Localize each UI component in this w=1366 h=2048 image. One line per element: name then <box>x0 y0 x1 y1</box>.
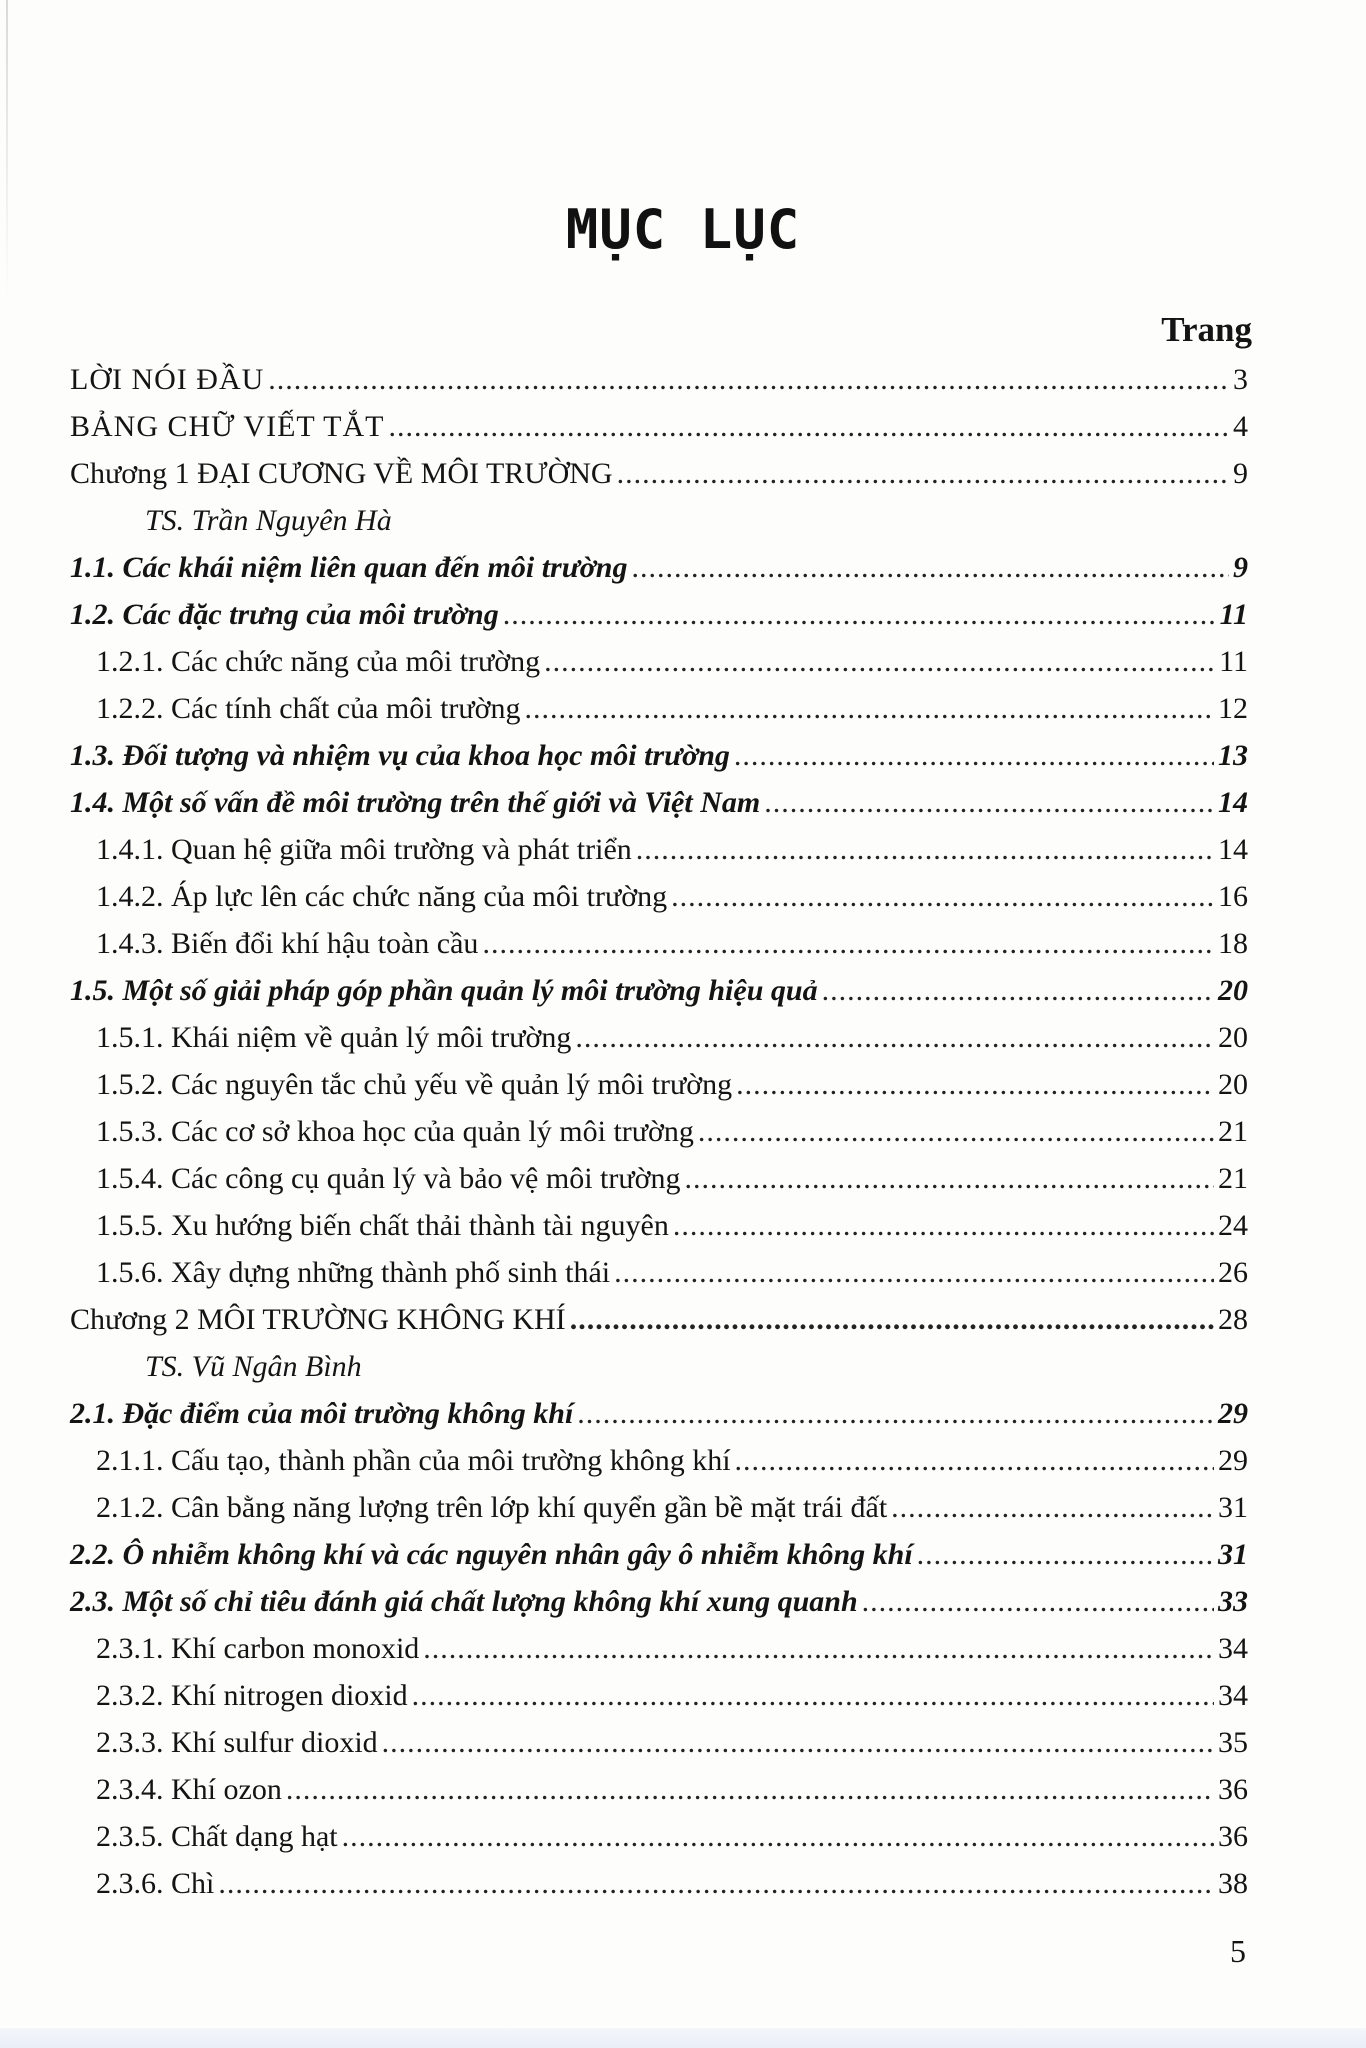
toc-entry-label: Chương 2 MÔI TRƯỜNG KHÔNG KHÍ <box>70 1303 566 1336</box>
toc-entry-label: 2.3. Một số chỉ tiêu đánh giá chất lượng không khí xung quanh <box>70 1585 858 1618</box>
toc-subsection <box>70 927 1248 974</box>
toc-entry-label: Chương 1 ĐẠI CƯƠNG VỀ MÔI TRƯỜNG <box>70 457 613 490</box>
dot-leader <box>218 1867 1214 1901</box>
toc-entry-page: 4 <box>1233 410 1248 443</box>
toc-entry-page: 16 <box>1218 880 1248 913</box>
toc-subsection <box>70 1773 1248 1820</box>
toc-subsection <box>70 1256 1248 1303</box>
toc-entry-page: 21 <box>1218 1162 1248 1195</box>
toc-entry-page: 31 <box>1218 1491 1248 1524</box>
toc-entry-page: 20 <box>1218 1068 1248 1101</box>
toc-section <box>70 1538 1248 1585</box>
toc-entry-label: 2.3.6. Chì <box>96 1867 215 1900</box>
toc-entry <box>70 363 1248 410</box>
dot-leader <box>734 739 1214 773</box>
toc-entry-page: 28 <box>1218 1303 1248 1336</box>
dot-leader <box>286 1773 1214 1807</box>
toc-author <box>70 1350 1248 1397</box>
dot-leader <box>671 880 1214 914</box>
toc-entry-label: 1.2.1. Các chức năng của môi trường <box>96 645 541 678</box>
toc-entry-page: 9 <box>1233 551 1248 584</box>
toc-entry-label: 2.3.5. Chất dạng hạt <box>96 1820 338 1853</box>
dot-leader <box>764 786 1214 820</box>
dot-leader <box>388 410 1229 444</box>
toc-entry-page: 20 <box>1218 1021 1248 1054</box>
toc-entry-label: 1.4.1. Quan hệ giữa môi trường và phát triển <box>96 833 632 866</box>
dot-leader <box>575 1021 1214 1055</box>
dot-leader <box>673 1209 1214 1243</box>
scan-bottom-edge <box>0 2028 1366 2048</box>
toc-subsection <box>70 692 1248 739</box>
toc-subsection <box>70 1726 1248 1773</box>
toc-entry-label: 1.1. Các khái niệm liên quan đến môi trường <box>70 551 628 584</box>
toc-section <box>70 1397 1248 1444</box>
author-name: TS. Vũ Ngân Bình <box>145 1350 362 1383</box>
toc-entry-page: 9 <box>1233 457 1248 490</box>
dot-leader <box>617 457 1229 491</box>
toc-author <box>70 504 1248 551</box>
toc-entry-label: 2.3.2. Khí nitrogen dioxid <box>96 1679 408 1712</box>
toc-subsection <box>70 1867 1248 1914</box>
toc-section <box>70 598 1248 645</box>
toc-entry-page: 29 <box>1218 1444 1248 1477</box>
dot-leader <box>614 1256 1214 1290</box>
toc-section <box>70 551 1248 598</box>
toc-chapter <box>70 457 1248 504</box>
toc-entry-page: 11 <box>1219 598 1248 631</box>
toc-entry-label: LỜI NÓI ĐẦU <box>70 363 265 396</box>
dot-leader <box>862 1585 1214 1619</box>
dot-leader <box>735 1444 1214 1478</box>
table-of-contents <box>70 363 1248 1914</box>
dot-leader <box>382 1726 1214 1760</box>
dot-leader <box>544 645 1215 679</box>
toc-entry-page: 14 <box>1218 786 1248 819</box>
toc-entry-page: 35 <box>1218 1726 1248 1759</box>
dot-leader <box>698 1115 1214 1149</box>
toc-entry-label: 2.1.2. Cân bằng năng lượng trên lớp khí quyển gần bề mặt trái đất <box>96 1491 888 1524</box>
dot-leader <box>917 1538 1214 1572</box>
toc-entry-label: 1.5.2. Các nguyên tắc chủ yếu về quản lý môi trường <box>96 1068 733 1101</box>
toc-entry-page: 36 <box>1218 1773 1248 1806</box>
dot-leader <box>736 1068 1214 1102</box>
toc-section <box>70 974 1248 1021</box>
toc-entry-page: 24 <box>1218 1209 1248 1242</box>
toc-subsection <box>70 1115 1248 1162</box>
dot-leader <box>577 1397 1214 1431</box>
toc-subsection <box>70 1491 1248 1538</box>
toc-entry-page: 38 <box>1218 1867 1248 1900</box>
toc-entry-page: 20 <box>1218 974 1248 1007</box>
toc-entry-page: 33 <box>1218 1585 1248 1618</box>
toc-entry-page: 34 <box>1218 1632 1248 1665</box>
toc-subsection <box>70 1632 1248 1679</box>
toc-entry-page: 26 <box>1218 1256 1248 1289</box>
toc-subsection <box>70 1068 1248 1115</box>
toc-entry-label: 1.2.2. Các tính chất của môi trường <box>96 692 521 725</box>
author-name: TS. Trần Nguyên Hà <box>145 504 392 537</box>
toc-subsection <box>70 1209 1248 1256</box>
toc-entry-page: 31 <box>1218 1538 1248 1571</box>
toc-section <box>70 786 1248 833</box>
dot-leader <box>685 1162 1215 1196</box>
toc-entry-label: 1.5.4. Các công cụ quản lý và bảo vệ môi trường <box>96 1162 681 1195</box>
toc-entry-label: 2.2. Ô nhiễm không khí và các nguyên nhân gây ô nhiễm không khí <box>70 1538 913 1571</box>
toc-entry-label: 1.2. Các đặc trưng của môi trường <box>70 598 499 631</box>
toc-entry-page: 11 <box>1219 645 1248 678</box>
toc-title: MỤC LỤC <box>565 198 801 261</box>
toc-entry-page: 14 <box>1218 833 1248 866</box>
toc-entry-label: 1.4. Một số vấn đề môi trường trên thế giới và Việt Nam <box>70 786 761 819</box>
toc-chapter <box>70 1303 1248 1350</box>
toc-entry-label: 1.5.6. Xây dựng những thành phố sinh thái <box>96 1256 611 1289</box>
toc-subsection <box>70 1444 1248 1491</box>
dot-leader <box>503 598 1216 632</box>
toc-subsection <box>70 880 1248 927</box>
toc-entry-page: 18 <box>1218 927 1248 960</box>
toc-entry-label: 1.4.3. Biến đổi khí hậu toàn cầu <box>96 927 479 960</box>
toc-entry-page: 12 <box>1218 692 1248 725</box>
dot-leader <box>423 1632 1214 1666</box>
page-number: 5 <box>1230 1933 1246 1969</box>
dot-leader <box>412 1679 1214 1713</box>
toc-entry-label: 2.1.1. Cấu tạo, thành phần của môi trường không khí <box>96 1444 731 1477</box>
toc-entry-label: 1.5. Một số giải pháp góp phần quản lý môi trường hiệu quả <box>70 974 818 1007</box>
toc-entry-page: 13 <box>1218 739 1248 772</box>
toc-subsection <box>70 1021 1248 1068</box>
toc-entry-label: 2.3.4. Khí ozon <box>96 1773 282 1806</box>
page-column-label: Trang <box>1161 310 1252 349</box>
toc-entry-page: 36 <box>1218 1820 1248 1853</box>
toc-entry-page: 3 <box>1233 363 1248 396</box>
toc-subsection <box>70 833 1248 880</box>
toc-entry-label: 2.3.3. Khí sulfur dioxid <box>96 1726 378 1759</box>
toc-entry-label: 1.5.1. Khái niệm về quản lý môi trường <box>96 1021 572 1054</box>
toc-subsection <box>70 1162 1248 1209</box>
toc-section <box>70 1585 1248 1632</box>
toc-entry-label: 2.1. Đặc điểm của môi trường không khí <box>70 1397 574 1430</box>
toc-subsection <box>70 645 1248 692</box>
dot-leader <box>268 363 1229 397</box>
dot-leader <box>822 974 1214 1008</box>
toc-entry-page: 29 <box>1218 1397 1248 1430</box>
dot-leader <box>525 692 1214 726</box>
toc-entry-page: 34 <box>1218 1679 1248 1712</box>
dot-leader <box>632 551 1230 585</box>
toc-subsection <box>70 1820 1248 1867</box>
dot-leader <box>342 1820 1214 1854</box>
toc-section <box>70 739 1248 786</box>
dot-leader <box>891 1491 1214 1525</box>
toc-entry-page: 21 <box>1218 1115 1248 1148</box>
toc-entry-label: 1.5.5. Xu hướng biến chất thải thành tài nguyên <box>96 1209 669 1242</box>
toc-entry <box>70 410 1248 457</box>
toc-entry-label: 2.3.1. Khí carbon monoxid <box>96 1632 420 1665</box>
toc-entry-label: 1.5.3. Các cơ sở khoa học của quản lý môi trường <box>96 1115 694 1148</box>
dot-leader <box>570 1303 1214 1337</box>
dot-leader <box>482 927 1214 961</box>
toc-entry-label: 1.4.2. Áp lực lên các chức năng của môi trường <box>96 880 668 913</box>
toc-subsection <box>70 1679 1248 1726</box>
dot-leader <box>636 833 1214 867</box>
toc-entry-label: BẢNG CHỮ VIẾT TẮT <box>70 410 385 443</box>
toc-entry-label: 1.3. Đối tượng và nhiệm vụ của khoa học môi trường <box>70 739 730 772</box>
